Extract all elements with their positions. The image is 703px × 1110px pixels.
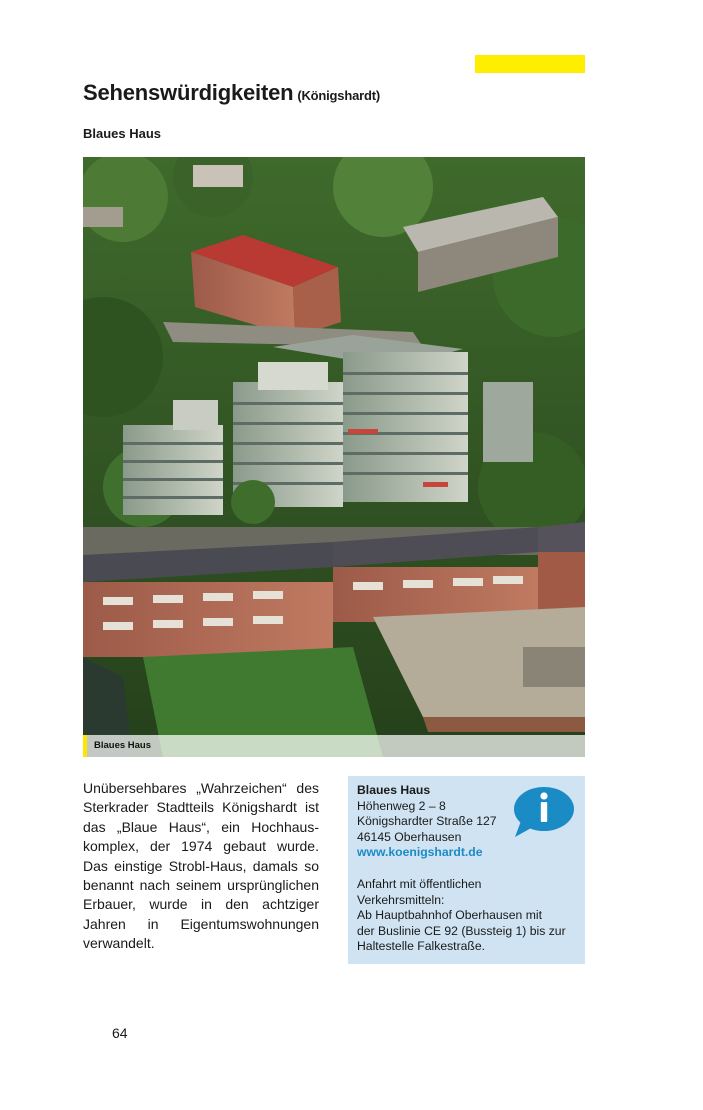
info-name: Blaues Haus [357, 783, 431, 797]
aerial-photo-illustration [83, 157, 585, 757]
info-address-line1: Höhenweg 2 – 8 [357, 798, 446, 813]
info-transit-heading-line2: Verkehrsmitteln: [357, 892, 445, 907]
info-spacer [357, 861, 576, 877]
section-label: Blaues Haus [83, 126, 162, 141]
photo-caption: Blaues Haus [94, 740, 152, 751]
caption-marker [83, 735, 87, 757]
info-address-line3: 46145 Oberhausen [357, 829, 462, 844]
page-title-main: Sehenswürdigkeiten [83, 80, 294, 105]
page-number: 64 [112, 1025, 128, 1041]
info-box [348, 776, 585, 964]
yellow-accent-bar [475, 55, 585, 73]
info-website-link[interactable]: www.koenigshardt.de [357, 845, 483, 860]
page-title [83, 80, 380, 106]
info-icon [511, 785, 575, 839]
body-paragraph: Unübersehbares „Wahrzeichen“ des Sterkrader Stadtteils Königshardt ist das „Blaue Haus“, ein Hochhauskomplex, der 1974 gebaut wurde. Das einstige Strobl-Haus, damals so benannt nach seinem ursprünglichen Erbauer, wurde in den achtziger Jahren in Eigentumswohnungen verwandelt. [83, 780, 319, 952]
aerial-photo [83, 157, 585, 757]
page-title-subtitle: (Königshardt) [297, 88, 380, 103]
info-transit-line3: Haltestelle Falkestraße. [357, 939, 486, 954]
info-transit-line2: der Buslinie CE 92 (Bussteig 1) bis zur [357, 923, 566, 938]
info-transit-line1: Ab Hauptbahnhof Oberhausen mit [357, 908, 542, 923]
info-transit-heading-line1: Anfahrt mit öffentlichen [357, 876, 482, 891]
photo-caption-strip [83, 735, 585, 757]
info-address-line2: Königshardter Straße 127 [357, 814, 497, 829]
